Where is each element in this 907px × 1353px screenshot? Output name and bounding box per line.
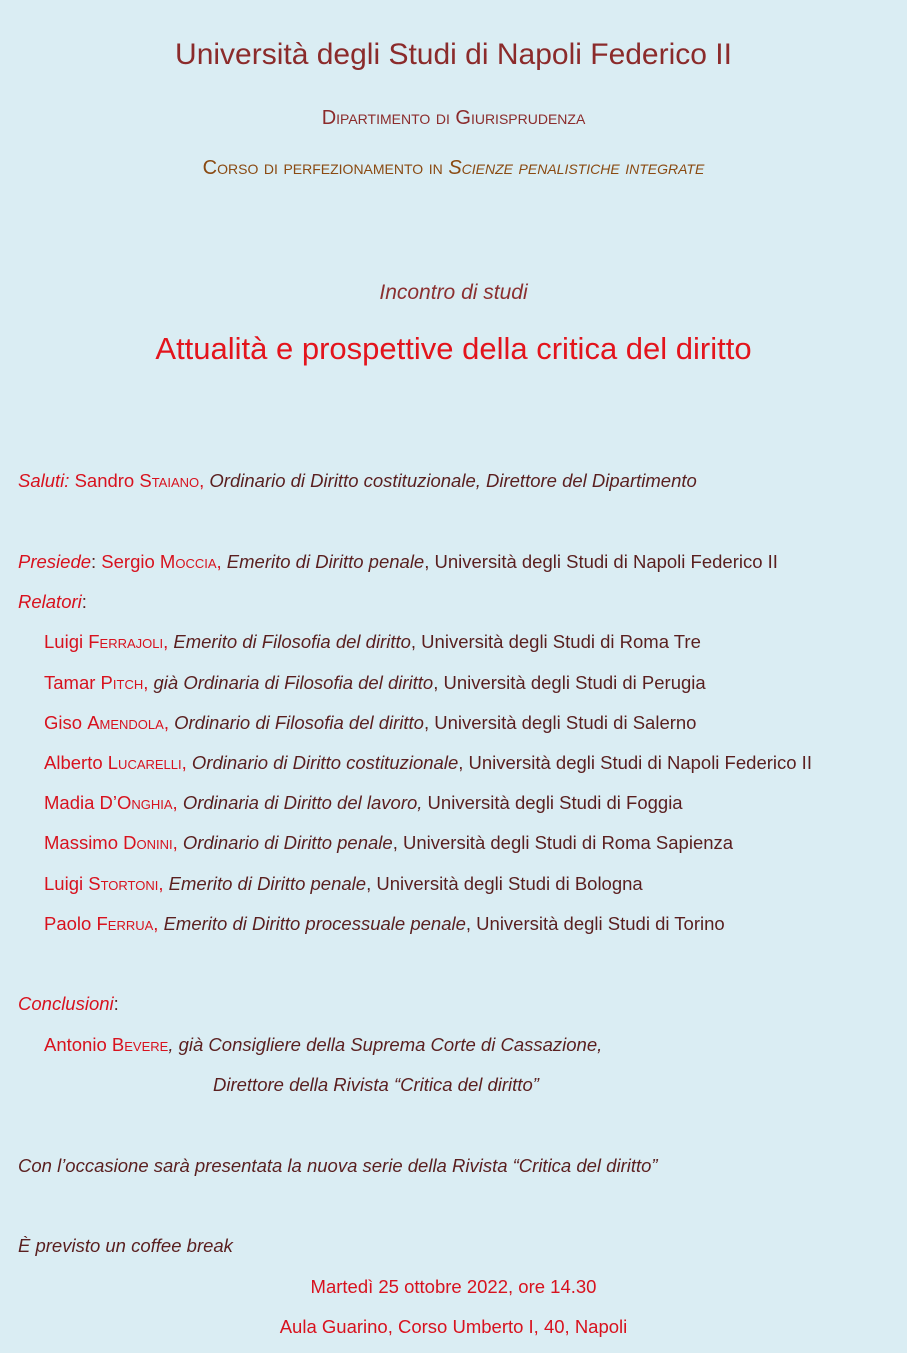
presiede-affiliation: , Università degli Studi di Napoli Federico II (424, 551, 778, 572)
relatore-item (44, 792, 683, 814)
relatore-last-name: Ferrajoli, (88, 631, 169, 652)
relatore-affiliation: , Università degli Studi di Roma Sapienza (392, 832, 734, 853)
relatore-last-name: Lucarelli, (107, 752, 187, 773)
relatore-role: Emerito di Diritto processuale penale (163, 913, 466, 934)
relatore-first-name: Giso (44, 712, 83, 733)
relatore-item (44, 913, 725, 935)
relatore-affiliation: , Università degli Studi di Salerno (423, 712, 697, 733)
relatore-item (44, 752, 812, 774)
relatore-first-name: Luigi (44, 631, 84, 652)
conclusioni-header (18, 993, 119, 1015)
conclusioni-last-name: Bevere (111, 1034, 169, 1055)
conclusioni-role-line2: Direttore della Rivista “Critica del diritto” (213, 1074, 539, 1095)
relatore-affiliation: , Università degli Studi di Perugia (433, 672, 706, 693)
saluti-label: Saluti: (18, 470, 70, 491)
coffee-break-note: È previsto un coffee break (18, 1235, 233, 1256)
relatore-role: già Ordinaria di Filosofia del diritto (153, 672, 434, 693)
relatore-first-name: Paolo (44, 913, 92, 934)
course-prefix: Corso di perfezionamento in (202, 157, 449, 179)
relatore-role: Emerito di Diritto penale (168, 873, 367, 894)
relatore-last-name: D’Onghia, (99, 792, 178, 813)
saluti-first-name: Sandro (74, 470, 135, 491)
presiede-line (18, 551, 778, 573)
presiede-label: Presiede (18, 551, 92, 572)
relatore-role: Ordinaria di Diritto del lavoro, (182, 792, 423, 813)
relatore-affiliation: , Università degli Studi di Roma Tre (410, 631, 701, 652)
presiede-role: Emerito di Diritto penale (226, 551, 425, 572)
saluti-role: Ordinario di Diritto costituzionale, Direttore del Dipartimento (209, 470, 697, 491)
relatore-role: Ordinario di Filosofia del diritto (174, 712, 424, 733)
conclusioni-role-line1: , già Consigliere della Suprema Corte di Cassazione, (168, 1034, 603, 1055)
relatore-item (44, 832, 733, 854)
presiede-colon: : (91, 551, 102, 572)
course-title: Scienze penalistiche integrate (448, 157, 705, 179)
event-kind: Incontro di studi (379, 281, 528, 304)
event-venue: Aula Guarino, Corso Umberto I, 40, Napoli (279, 1316, 628, 1337)
relatore-last-name: Pitch, (100, 672, 149, 693)
relatore-role: Emerito di Filosofia del diritto (173, 631, 411, 652)
saluti-line (18, 470, 697, 492)
relatore-item (44, 672, 706, 694)
relatore-role: Ordinario di Diritto costituzionale (191, 752, 459, 773)
relatore-first-name: Madia (44, 792, 95, 813)
relatore-affiliation: , Università degli Studi di Bologna (366, 873, 643, 894)
university-title: Università degli Studi di Napoli Federico II (175, 38, 732, 71)
relatore-first-name: Massimo (44, 832, 119, 853)
relatore-item (44, 631, 701, 653)
relatori-header (18, 591, 87, 613)
relatore-item (44, 873, 643, 895)
relatore-first-name: Luigi (44, 873, 84, 894)
relatori-label: Relatori (18, 591, 82, 612)
relatore-affiliation: , Università degli Studi di Napoli Federico II (458, 752, 812, 773)
saluti-last-name: Staiano, (139, 470, 205, 491)
presiede-last-name: Moccia, (159, 551, 222, 572)
relatore-affiliation: , Università degli Studi di Torino (465, 913, 725, 934)
event-date-time: Martedì 25 ottobre 2022, ore 14.30 (310, 1276, 597, 1297)
relatore-first-name: Alberto (44, 752, 103, 773)
conclusioni-speaker (44, 1034, 602, 1056)
relatore-item (44, 712, 696, 734)
relatore-last-name: Amendola, (87, 712, 169, 733)
presiede-first-name: Sergio (101, 551, 155, 572)
relatore-last-name: Donini, (123, 832, 178, 853)
presentation-note: Con l’occasione sarà presentata la nuova serie della Rivista “Critica del diritto” (18, 1155, 658, 1176)
relatore-affiliation: Università degli Studi di Foggia (422, 792, 683, 813)
course-name (0, 157, 907, 180)
relatore-first-name: Tamar (44, 672, 96, 693)
relatore-last-name: Stortoni, (88, 873, 164, 894)
conclusioni-first-name: Antonio (44, 1034, 107, 1055)
conclusioni-colon: : (113, 993, 119, 1014)
conclusioni-label: Conclusioni (18, 993, 114, 1014)
relatore-role: Ordinario di Diritto penale (182, 832, 393, 853)
department-name: Dipartimento di Giurisprudenza (321, 107, 586, 129)
relatori-colon: : (81, 591, 87, 612)
relatore-last-name: Ferrua, (96, 913, 159, 934)
event-title: Attualità e prospettive della critica del diritto (155, 331, 752, 366)
